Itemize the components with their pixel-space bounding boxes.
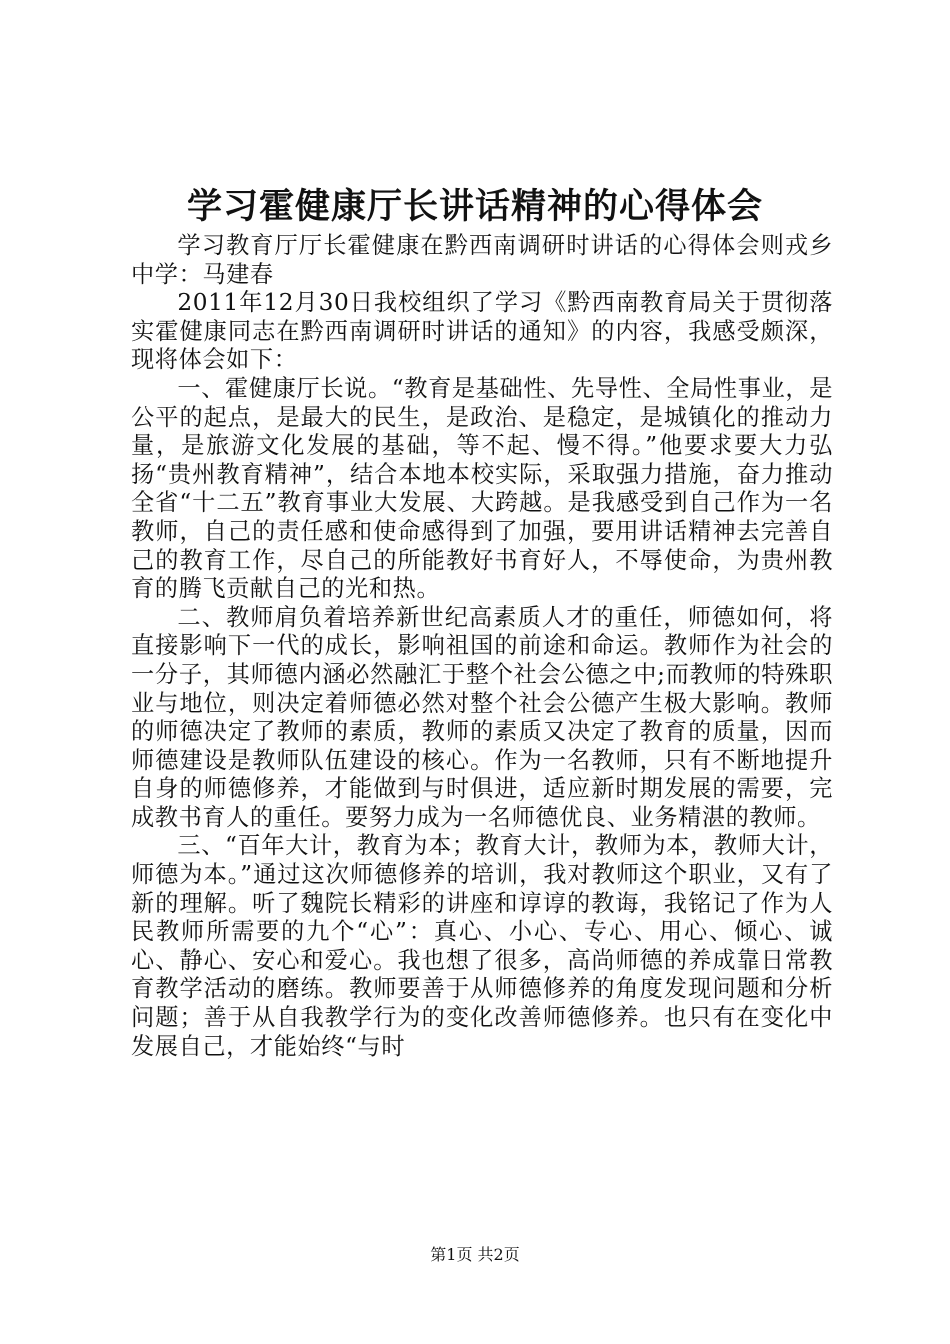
document-body bbox=[131, 232, 833, 1061]
document-title: 学习霍健康厅长讲话精神的心得体会 bbox=[186, 186, 763, 227]
paragraph-section-1: 一、霍健康厅长说。“教育是基础性、先导性、全局性事业，是公平的起点，是最大的民生，是政治、是稳定，是城镇化的推动力量，是旅游文化发展的基础，等不起、慢不得。”他要求要大力弘扬“贵州教育精神”，结合本地本校实际，采取强力措施，奋力推动全省“十二五”教育事业大发展、大跨越。是我感受到自己作为一名教师，自己的责任感和使命感得到了加强，要用讲话精神去完善自己的教育工作，尽自己的所能教好书育好人，不辱使命，为贵州教育的腾飞贡献自己的光和热。 bbox=[131, 374, 833, 603]
paragraph-section-3: 三、“百年大计，教育为本；教育大计，教师为本，教师大计，师德为本。”通过这次师德修养的培训，我对教师这个职业，又有了新的理解。听了魏院长精彩的讲座和谆谆的教诲，我铭记了作为人民教师所需要的九个“心”：真心、小心、专心、用心、倾心、诚心、静心、安心和爱心。我也想了很多，高尚师德的养成靠日常教育教学活动的磨练。教师要善于从师德修养的角度发现问题和分析问题；善于从自我教学行为的变化改善师德修养。也只有在变化中发展自己，才能始终“与时 bbox=[131, 832, 833, 1060]
paragraph-intro: 学习教育厅厅长霍健康在黔西南调研时讲话的心得体会则戎乡中学：马建春 bbox=[131, 232, 833, 288]
paragraph-date: 2011年12月30日我校组织了学习《黔西南教育局关于贯彻落实霍健康同志在黔西南调研时讲话的通知》的内容，我感受颇深，现将体会如下： bbox=[131, 289, 833, 374]
page-number-footer: 第1页 共2页 bbox=[430, 1245, 520, 1264]
paragraph-section-2: 二、教师肩负着培养新世纪高素质人才的重任，师德如何，将直接影响下一代的成长，影响祖国的前途和命运。教师作为社会的一分子，其师德内涵必然融汇于整个社会公德之中;而教师的特殊职业与地位，则决定着师德必然对整个社会公德产生极大影响。教师的师德决定了教师的素质，教师的素质又决定了教育的质量，因而师德建设是教师队伍建设的核心。作为一名教师，只有不断地提升自身的师德修养，才能做到与时俱进，适应新时期发展的需要，完成教书育人的重任。要努力成为一名师德优良、业务精湛的教师。 bbox=[131, 603, 833, 831]
